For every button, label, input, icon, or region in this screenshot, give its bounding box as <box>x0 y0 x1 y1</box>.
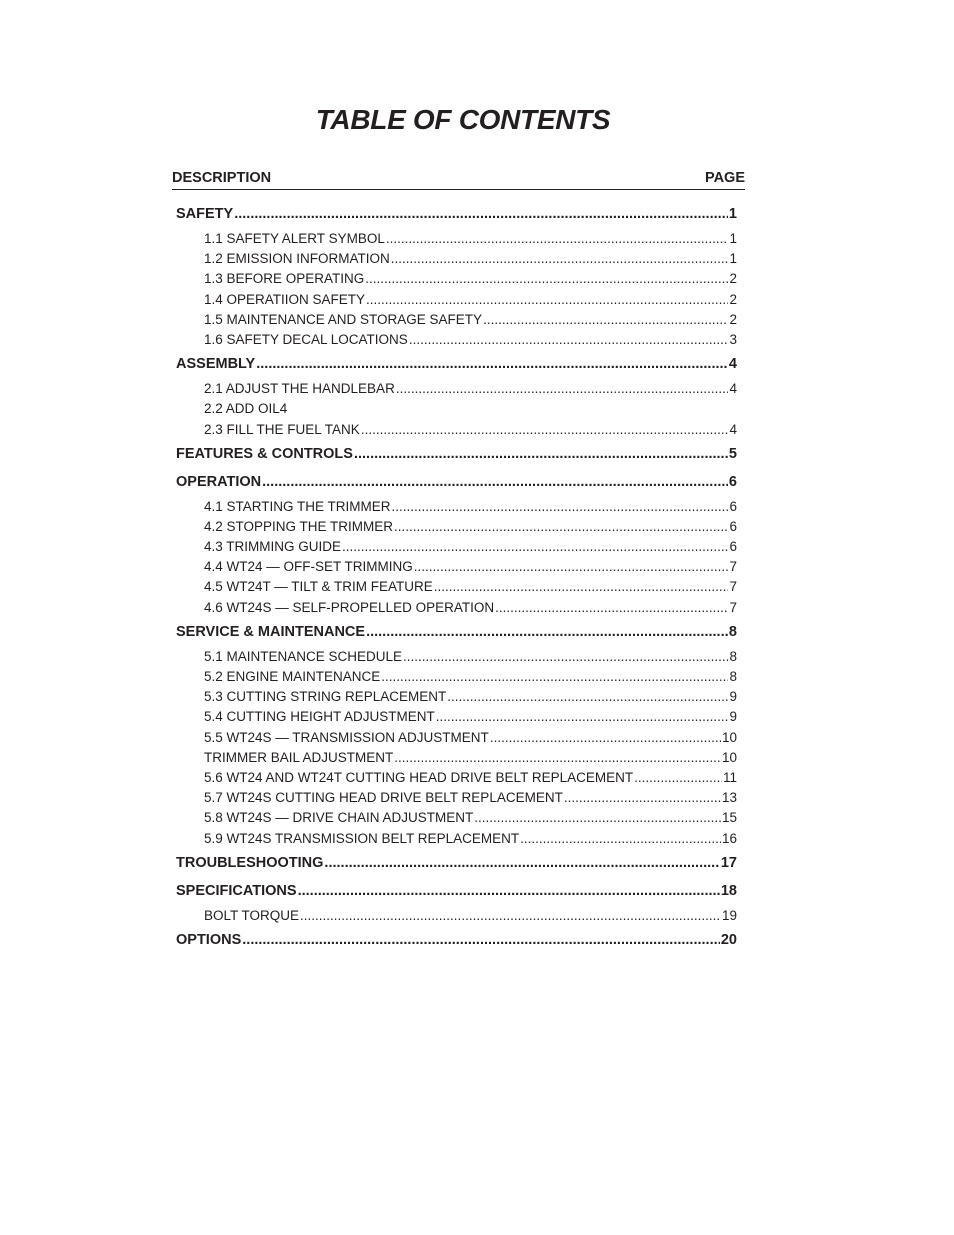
toc-subsection[interactable] <box>176 269 737 289</box>
toc-section-label: SAFETY <box>176 206 234 222</box>
toc-subsection[interactable] <box>176 399 737 419</box>
toc-subsection-label: 5.7 WT24S CUTTING HEAD DRIVE BELT REPLACEMENT <box>204 790 563 806</box>
toc-subsection-label: 1.4 OPERATIION SAFETY <box>204 291 366 307</box>
toc-subsection[interactable] <box>176 768 737 788</box>
toc-section-label: SERVICE & MAINTENANCE <box>176 623 366 640</box>
dot-leader <box>391 249 729 269</box>
dot-leader <box>394 517 728 537</box>
toc-subsection-group <box>176 647 737 849</box>
toc-subsection-page: 8 <box>729 669 737 684</box>
dot-leader <box>262 472 728 492</box>
toc-subsection-label: 4.6 WT24S — SELF-PROPELLED OPERATION <box>204 599 495 615</box>
dot-leader <box>436 707 729 727</box>
toc-subsection[interactable] <box>176 290 737 310</box>
toc-subsection-label: 5.9 WT24S TRANSMISSION BELT REPLACEMENT <box>204 830 520 846</box>
toc-subsection-page: 15 <box>721 810 737 826</box>
toc-subsection-page: 19 <box>721 907 737 923</box>
toc-subsection[interactable] <box>176 577 737 597</box>
page-title: TABLE OF CONTENTS <box>315 104 611 135</box>
toc-subsection-group <box>176 229 737 350</box>
toc-subsection-page: 9 <box>729 709 737 725</box>
toc-subsection-label: 1.1 SAFETY ALERT SYMBOL <box>204 231 385 246</box>
toc-subsection-page: 16 <box>721 830 737 846</box>
toc-subsection-label: 4.4 WT24 — OFF-SET TRIMMING <box>204 559 413 575</box>
toc-subsection-label: 4.2 STOPPING THE TRIMMER <box>204 518 394 534</box>
dot-leader <box>434 577 729 597</box>
toc-subsection-page: 7 <box>729 559 737 575</box>
toc-section-page: 4 <box>728 356 737 373</box>
toc-subsection[interactable] <box>176 229 737 249</box>
toc-section-label: ASSEMBLY <box>176 356 256 373</box>
toc-subsection-label: 5.3 CUTTING STRING REPLACEMENT <box>204 689 447 705</box>
toc-subsection-label: 2.2 ADD OIL4 <box>204 401 288 417</box>
toc-section[interactable] <box>176 204 737 224</box>
toc-subsection-page: 1 <box>729 231 737 246</box>
toc-section-page: 6 <box>728 473 737 490</box>
toc-subsection-page: 11 <box>722 769 737 785</box>
dot-leader <box>490 728 721 748</box>
toc-section-page: 18 <box>720 882 737 899</box>
toc-subsection[interactable] <box>176 310 737 330</box>
toc-subsection[interactable] <box>176 829 737 849</box>
toc-subsection[interactable] <box>176 249 737 269</box>
dot-leader <box>366 290 728 310</box>
toc-subsection-page: 8 <box>729 648 737 664</box>
toc-subsection-page: 10 <box>721 749 737 765</box>
toc-subsection-label: BOLT TORQUE <box>204 907 300 923</box>
toc-subsection[interactable] <box>176 557 737 577</box>
toc-subsection[interactable] <box>176 379 737 399</box>
description-header: DESCRIPTION <box>172 170 272 186</box>
dot-leader <box>474 808 721 828</box>
toc-subsection-page: 9 <box>729 689 737 705</box>
toc-subsection-page: 7 <box>729 599 737 615</box>
toc-subsection-label: 1.2 EMISSION INFORMATION <box>204 251 390 267</box>
toc-subsection-page: 13 <box>721 790 737 806</box>
toc-subsection[interactable] <box>176 667 737 687</box>
dot-leader <box>298 881 720 901</box>
dot-leader <box>366 622 728 642</box>
toc-subsection[interactable] <box>176 748 737 768</box>
toc-subsection-page: 10 <box>721 729 737 745</box>
toc-section[interactable] <box>176 881 737 901</box>
toc-section-page: 8 <box>728 623 737 640</box>
dot-leader <box>396 379 729 399</box>
toc-subsection[interactable] <box>176 906 737 926</box>
dot-leader <box>300 906 721 926</box>
toc-section[interactable] <box>176 853 737 873</box>
toc-subsection-page: 4 <box>729 421 737 437</box>
toc-subsection[interactable] <box>176 788 737 808</box>
toc-subsection-page: 6 <box>729 518 737 534</box>
toc-subsection[interactable] <box>176 728 737 748</box>
toc-subsection-label: 5.6 WT24 AND WT24T CUTTING HEAD DRIVE BELT REPLACEMENT <box>204 769 634 785</box>
toc-subsection-page: 6 <box>729 498 737 514</box>
toc-subsection-page: 2 <box>729 311 737 327</box>
toc-section[interactable] <box>176 930 737 950</box>
dot-leader <box>409 330 729 350</box>
toc-section[interactable] <box>176 354 737 374</box>
toc-subsection[interactable] <box>176 497 737 517</box>
toc-section-label: OPTIONS <box>176 931 242 948</box>
toc-subsection-page: 3 <box>729 331 737 347</box>
toc-section-page: 5 <box>728 445 737 462</box>
toc-subsection-label: 1.5 MAINTENANCE AND STORAGE SAFETY <box>204 311 483 327</box>
dot-leader <box>234 204 728 224</box>
toc-subsection-label: 4.1 STARTING THE TRIMMER <box>204 498 391 514</box>
dot-leader <box>564 788 721 808</box>
dot-leader <box>414 557 729 577</box>
toc-subsection-label: 5.1 MAINTENANCE SCHEDULE <box>204 648 403 664</box>
toc-subsection[interactable] <box>176 647 737 667</box>
toc-subsection-label: 2.3 FILL THE FUEL TANK <box>204 421 360 437</box>
dot-leader <box>634 768 722 788</box>
toc-section-label: SPECIFICATIONS <box>176 882 297 899</box>
dot-leader <box>342 537 728 557</box>
dot-leader <box>256 354 728 374</box>
toc-subsection-label: 2.1 ADJUST THE HANDLEBAR <box>204 381 395 397</box>
toc-subsection-label: 1.3 BEFORE OPERATING <box>204 271 365 287</box>
toc-section[interactable] <box>176 472 737 492</box>
toc-subsection-page: 2 <box>729 271 737 287</box>
toc-section[interactable] <box>176 444 737 464</box>
toc-subsection-page: 2 <box>729 291 737 307</box>
dot-leader <box>354 444 728 464</box>
toc-subsection-page: 6 <box>729 539 737 555</box>
column-header <box>172 170 745 190</box>
toc-subsection-label: 5.2 ENGINE MAINTENANCE <box>204 669 381 684</box>
toc-section-label: TROUBLESHOOTING <box>176 854 324 871</box>
dot-leader <box>365 269 728 289</box>
dot-leader <box>242 930 720 950</box>
toc-subsection[interactable] <box>176 687 737 707</box>
toc-subsection-label: 4.3 TRIMMING GUIDE <box>204 539 342 555</box>
toc-subsection-group <box>176 497 737 618</box>
page-header: PAGE <box>704 170 745 186</box>
toc-subsection[interactable] <box>176 517 737 537</box>
toc-subsection-label: TRIMMER BAIL ADJUSTMENT <box>204 749 394 765</box>
toc-subsection-group <box>176 379 737 440</box>
toc-subsection[interactable] <box>176 330 737 350</box>
dot-leader <box>324 853 719 873</box>
toc-subsection-group <box>176 906 737 926</box>
toc-subsection[interactable] <box>176 808 737 828</box>
dot-leader <box>483 310 728 330</box>
dot-leader <box>495 598 728 618</box>
toc-subsection-page: 7 <box>729 579 737 595</box>
dot-leader <box>394 748 721 768</box>
toc-subsection-label: 4.5 WT24T — TILT & TRIM FEATURE <box>204 579 433 595</box>
dot-leader <box>392 497 729 517</box>
toc-subsection-label: 5.5 WT24S — TRANSMISSION ADJUSTMENT <box>204 729 489 745</box>
dot-leader <box>447 687 728 707</box>
toc-subsection[interactable] <box>176 537 737 557</box>
toc-section[interactable] <box>176 622 737 642</box>
dot-leader <box>520 829 721 849</box>
toc-list <box>176 202 737 955</box>
toc-subsection-label: 5.4 CUTTING HEIGHT ADJUSTMENT <box>204 709 435 725</box>
toc-section-label: OPERATION <box>176 473 262 490</box>
dot-leader <box>361 420 729 440</box>
toc-subsection[interactable] <box>176 707 737 727</box>
dot-leader <box>386 229 729 249</box>
toc-section-page: 17 <box>720 854 737 871</box>
toc-section-page: 1 <box>728 206 737 222</box>
toc-section-page: 20 <box>720 931 737 948</box>
toc-subsection-page: 4 <box>729 381 737 397</box>
dot-leader <box>381 667 728 687</box>
dot-leader <box>403 647 728 667</box>
toc-subsection[interactable] <box>176 420 737 440</box>
toc-subsection-page: 1 <box>729 251 737 267</box>
toc-subsection-label: 5.8 WT24S — DRIVE CHAIN ADJUSTMENT <box>204 810 474 826</box>
toc-section-label: FEATURES & CONTROLS <box>176 445 353 462</box>
toc-subsection[interactable] <box>176 598 737 618</box>
toc-subsection-label: 1.6 SAFETY DECAL LOCATIONS <box>204 331 408 347</box>
